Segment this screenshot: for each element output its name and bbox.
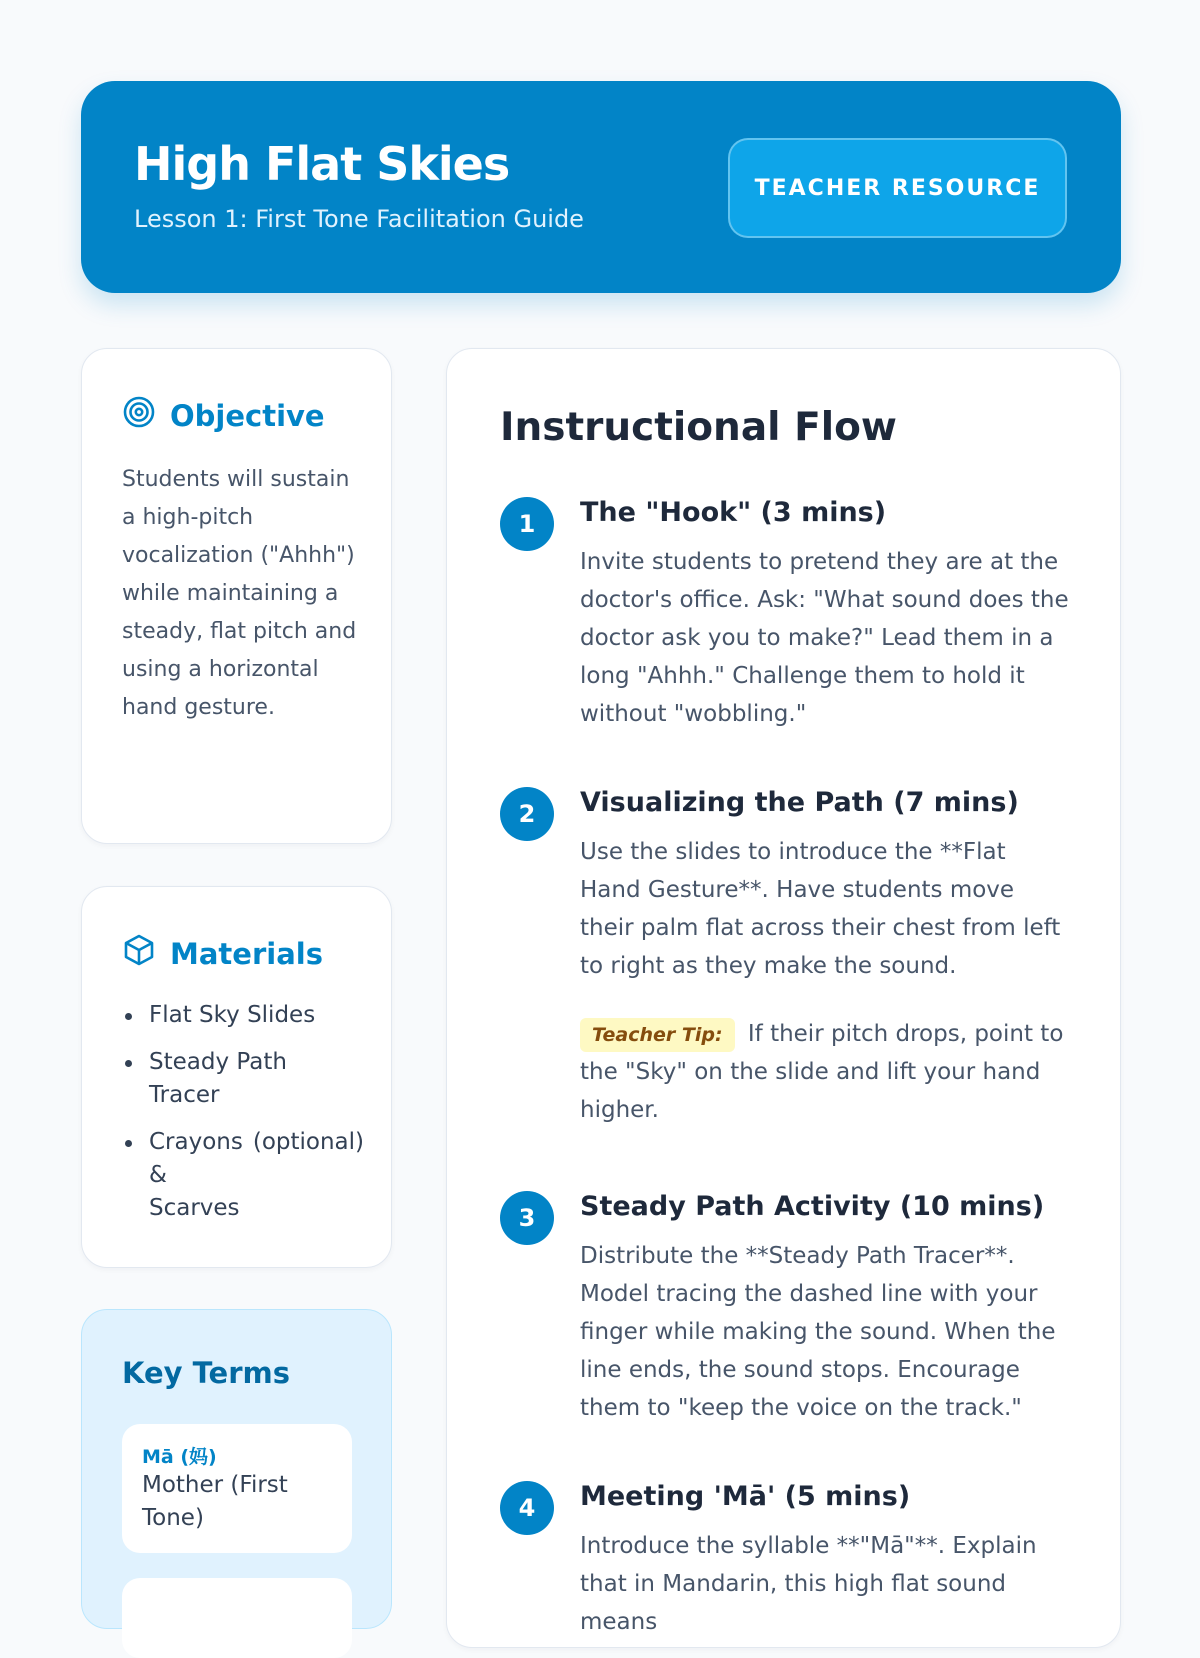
objective-text: Students will sustain a high-pitch vocalization ("Ahhh") while maintaining a steady, flat pitch and using a horizontal hand gesture. — [122, 467, 357, 720]
step-number: 2 — [500, 787, 554, 841]
teacher-resource-badge[interactable]: TEACHER RESOURCE — [728, 138, 1067, 238]
target-icon — [122, 395, 156, 436]
key-terms-title: Key Terms — [122, 1356, 291, 1390]
materials-list — [122, 999, 382, 1239]
step-title: Meeting 'Mā' (5 mins) — [580, 1481, 911, 1512]
step-text: Invite students to pretend they are at the doctor's office. Ask: "What sound does the doctor ask you to make?" Lead them in a long "Ahhh." Challenge them to hold it without "wobbling." — [580, 549, 1069, 727]
teacher-tip-label: Teacher Tip: — [580, 1018, 735, 1052]
term-definition: Mother (First Tone) — [142, 1472, 288, 1531]
list-item: Steady Path Tracer — [122, 1046, 292, 1112]
box-icon — [122, 933, 156, 974]
step-number: 4 — [500, 1481, 554, 1535]
materials-title: Materials — [170, 936, 323, 971]
instructional-flow-card — [446, 348, 1121, 1648]
page-subtitle: Lesson 1: First Tone Facilitation Guide — [134, 205, 584, 233]
key-terms-card — [81, 1309, 392, 1629]
step-text: Distribute the **Steady Path Tracer**. Model tracing the dashed line with your finger while making the sound. When the line ends, the sound stops. Encourage them to "keep the voice on the track." — [580, 1243, 1056, 1421]
term-word: Mā (妈) — [142, 1446, 217, 1468]
step-text: Introduce the syllable **"Mā"**. Explain that in Mandarin, this high flat sound means — [580, 1533, 1037, 1635]
lesson-header — [81, 81, 1121, 293]
materials-card — [81, 886, 392, 1268]
step-number: 1 — [500, 497, 554, 551]
step-text: Use the slides to introduce the **Flat Hand Gesture**. Have students move their palm flat across their chest from left to right as they make the sound. — [580, 839, 1061, 979]
optional-note: (optional) — [252, 1129, 365, 1155]
step-number: 3 — [500, 1191, 554, 1245]
step-title: Visualizing the Path (7 mins) — [580, 787, 1019, 818]
term-card — [122, 1424, 352, 1553]
objective-title: Objective — [170, 398, 325, 433]
step-title: The "Hook" (3 mins) — [580, 497, 887, 528]
teacher-tip — [580, 1015, 1070, 1129]
flow-title: Instructional Flow — [500, 405, 897, 450]
objective-card — [81, 348, 392, 844]
objective-heading — [122, 395, 325, 436]
term-card — [122, 1578, 352, 1658]
step-title: Steady Path Activity (10 mins) — [580, 1191, 1045, 1222]
list-item: Flat Sky Slides — [122, 999, 382, 1032]
materials-heading — [122, 933, 323, 974]
teacher-tip-text: If their pitch drops, point to the "Sky" on the slide and lift your hand higher. — [580, 1021, 1064, 1123]
page-title: High Flat Skies — [134, 137, 510, 191]
list-item: Crayons (optional) & Scarves — [122, 1126, 382, 1225]
